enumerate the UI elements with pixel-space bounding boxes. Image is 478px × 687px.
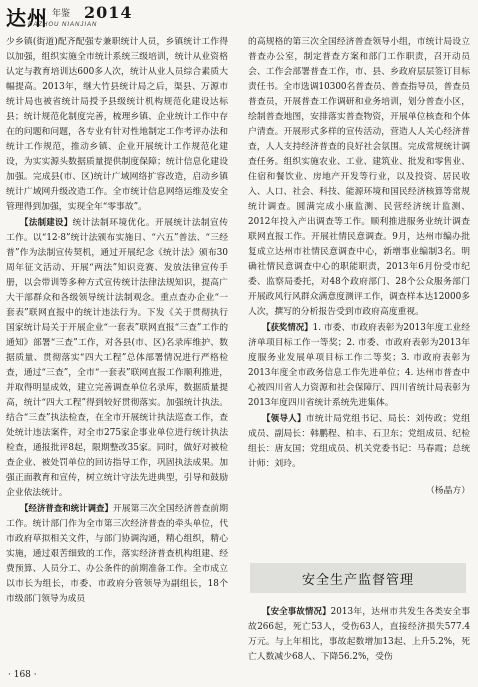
paragraph: 【经济普查和统计调查】开展第三次全国经济普查前期工作。统计部门作为全市第三次经济普查的牵头单位，代市政府草拟相关文件，与部门协调沟通，精心组织，精心实施，通过艰苦细致的工作，落实经济普查机构组建、经费预算、人员分工、办公条件的前期准备工作。全市成立以市长为组长，市委、市政府分管领导为副组长，18个市级部门领导为成员 xyxy=(6,503,228,604)
author-signature: （杨晶方） xyxy=(426,486,470,496)
right-column xyxy=(248,35,470,499)
paragraph: 少乡镇(街道)配齐配强专兼职统计人员，乡镇统计工作得以加强，组织实施全市统计系统三级培训，统计从业资格认定与教育培训达600多人次，统计从业人员综合素质大幅提高。2013年，继大竹县统计局之后，渠县、万源市统计局也被省统计局授予县级统计机构规范化建设达标县；统计规范化制度完善，梳理乡镇、企业统计工作中存在的问题和问题，各专业有针对性地制定工作考评办法和统计工作规范，推动乡镇、企业开展统计工作规范化建设，为实实源头数据质量提供制度保障；统计信息化建设加强。完成县(市、区)统计广域网络扩容改造，启动乡镇统计广域网升级改造工作。全市统计信息网络运维及安全管理得到加强，实现全年“零事故”。 xyxy=(6,37,228,212)
section-label: 【领导人】 xyxy=(262,413,306,423)
section-label: 【获奖情况】 xyxy=(262,322,313,332)
section-heading: 安全生产监督管理 xyxy=(250,563,466,593)
section-label: 【安全事故情况】 xyxy=(262,606,331,616)
paragraph: 【领导人】市统计局党组书记、局长：刘传政；党组成员、副局长：韩鹏程、柏丰、石卫东；党组成员、纪检组长：唐友国；党组成员、机关党委书记：马春霞；总统计师：刘玲。 xyxy=(248,413,470,469)
section-label: 【法制建设】 xyxy=(20,217,73,227)
yearbook-pinyin: DAZHOU NIANJIAN xyxy=(28,22,98,28)
page-number: · 168 · xyxy=(8,670,37,680)
yearbook-logo-title: 达州 xyxy=(6,6,48,30)
paragraph: 【法制建设】统计法制环境优化。开展统计法制宣传工作。以“12·8”统计法颁布实施日、“六五”普法、“三经普”作为法制宣传契机，通过开展纪念《统计法》颁布30周年征文活动、开展“两法”知识竞赛、发放法律宣传手册，以会带训等多种方式宣传统计法律法规知识，提高广大干部群众和各级领导统计法制观念。重点查办企业“一套表”联网直报中的统计违法行为。下发《关于贯彻执行国家统计局关于开展企业“一套表”联网直报“三查”工作的通知》部署“三查”工作，对各县(市、区)名录库维护、数据质量、贯彻落实“四大工程”总体部署情况进行严格检查，通过“三查”，全市“一套表”联网直报工作顺利推进，并取得明显成效，建立完善调查单位名录库，数据质量提高，统计“四大工程”得到较好贯彻落实。加强统计执法。结合“三查”执法检查，在全市开展统计执法巡查工作，查处统计违法案件，对全市275家企事业单位进行统计执法检查，通报批评8起，限期整改35家。同时，做好对被检查企业、被处罚单位的回访指导工作，巩固执法成果。加强正面教育和宣传，树立统计守法先进典型，引导和鼓励企业依法统计。 xyxy=(6,217,228,498)
section-label: 【经济普查和统计调查】 xyxy=(20,503,113,513)
paragraph: 的高规格的第三次全国经济普查领导小组，市统计局设立普查办公室，制定普查方案和部门工作职责，召开动员会、工作会部署普查工作，市、县、乡政府层层签订目标责任书。全市选调10300名普查员、普查指导员，普查员普查员，开展普查工作调研和业务培训，划分普查小区，绘制普查地图，安排落实普查物资，开展单位核查和个体户清查。开展形式多样的宣传活动，营造人人关心经济普查，人人支持经济普查的良好社会氛围。完成常规统计调查任务。组织实施农业、工业、建筑业、批发和零售业、住宿和餐饮业、房地产开发等行业，以及投资、居民收入、人口、社会、科技、能源环境和国民经济核算等常规统计调查。圆满完成小康监测、民营经济统计监测、2012年投入产出调查等工作。顺利推进服务业统计调查联网直报工作。开展社情民意调查。9月，达州市编办批复成立达州市社情民意调查中心，新增事业编制3名。明确社情民意调查中心的职能职责，2013年6月份受市纪委、监察局委托，对48个政府部门、28个公众服务部门开展政风行风群众满意度测评工作，调查样本达12000多人次，撰写的分析报告受到市政府高度重视。 xyxy=(248,37,470,317)
paragraph: 【安全事故情况】2013年，达州市共发生各类安全事故266起，死亡53人，受伤63人，直接经济损失577.4万元。与上年相比，事故起数增加13起、上升5.2%，死亡人数减少68人、下降56.2%，受伤 xyxy=(248,606,471,662)
running-header xyxy=(0,0,478,34)
right-column-bottom xyxy=(248,604,470,665)
yearbook-year: 2014 xyxy=(84,3,133,22)
paragraph: 【获奖情况】1. 市委、市政府表彰为2013年度工业经济单项目标工作一等奖；2. 市委、市政府表彰为2013年度服务业发展单项目标工作二等奖；3. 市政府表彰为2013年度全市政务信息工作先进单位；4. 达州市普查中心被四川省人力资源和社会保障厅、四川省统计局表彰为2013年度四川省统计系统先进集体。 xyxy=(248,322,471,408)
left-column xyxy=(6,35,228,607)
yearbook-logo-sub: 年鉴 xyxy=(52,9,71,19)
